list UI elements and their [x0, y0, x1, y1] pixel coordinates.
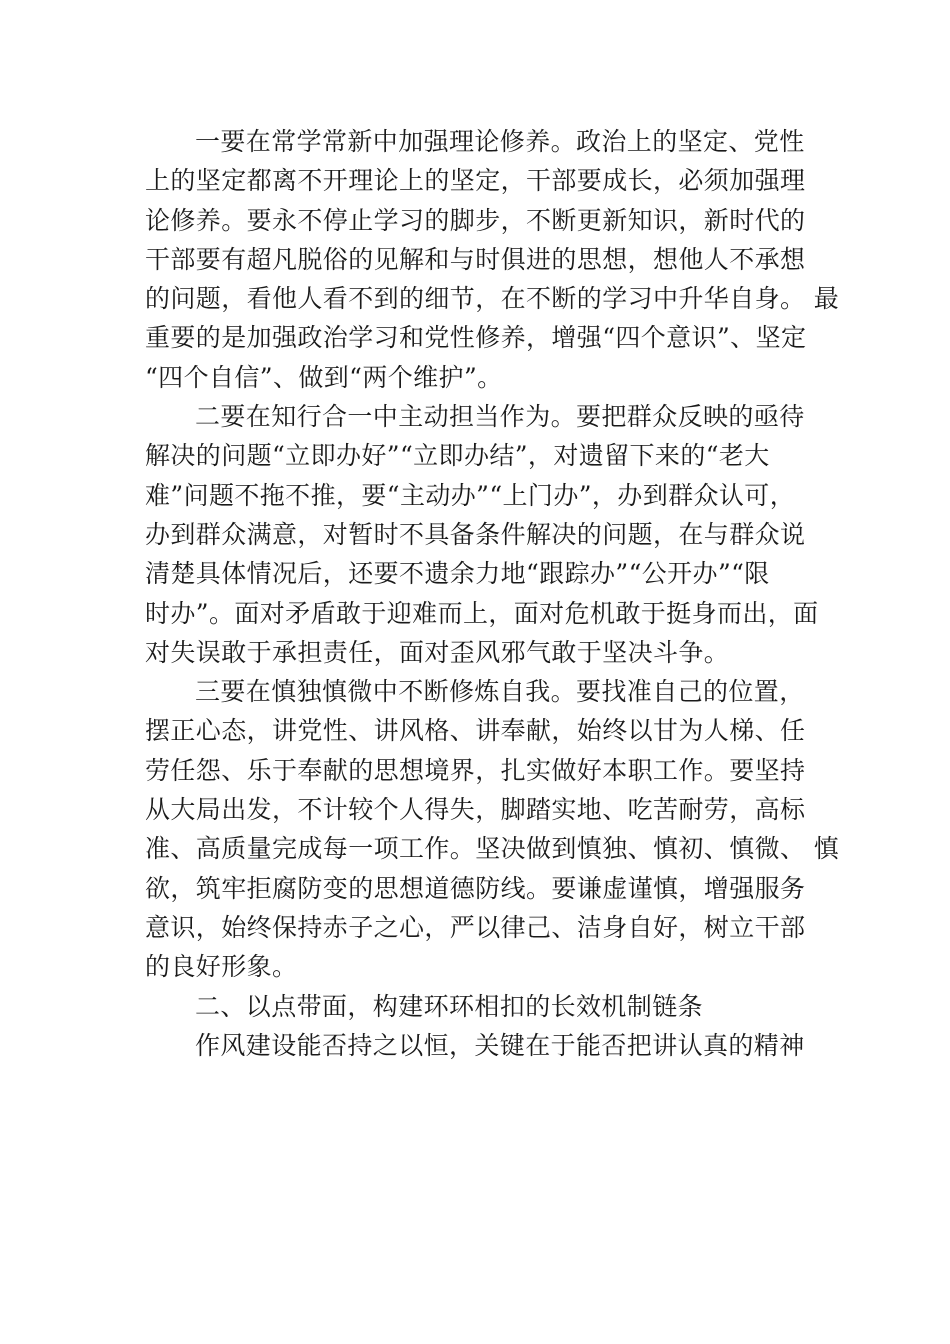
- paragraph-3-line-1: 三要在慎独慎微中不断修炼自我。要找准自己的位置，: [195, 677, 805, 707]
- paragraph-2-line-1: 二要在知行合一中主动担当作为。要把群众反映的亟待: [195, 402, 805, 432]
- paragraph-3-line-3: 劳任怨、乐于奉献的思想境界，扎实做好本职工作。要坚持: [145, 755, 806, 785]
- paragraph-4-line-1: 作风建设能否持之以恒，关键在于能否把讲认真的精神: [195, 1030, 805, 1060]
- paragraph-2-line-2: 解决的问题“立即办好”“立即办结”，对遗留下来的“老大: [145, 441, 770, 471]
- paragraph-2-line-5: 清楚具体情况后，还要不遗余力地“跟踪办”“公开办”“限: [145, 559, 770, 589]
- paragraph-3-line-2: 摆正心态，讲党性、讲风格、讲奉献，始终以甘为人梯、任: [145, 716, 806, 746]
- paragraph-1-line-1: 一要在常学常新中加强理论修养。政治上的坚定、党性: [195, 127, 805, 156]
- paragraph-1-line-7: “四个自信”、做到“两个维护”。: [145, 362, 503, 392]
- paragraph-2-line-4: 办到群众满意，对暂时不具备条件解决的问题，在与群众说: [145, 519, 806, 549]
- paragraph-3-line-5: 准、高质量完成每一项工作。坚决做到慎独、慎初、慎微、 慎: [145, 834, 840, 864]
- paragraph-2-line-7: 对失误敢于承担责任，面对歪风邪气敢于坚决斗争。: [145, 637, 730, 667]
- paragraph-3-line-8: 的良好形象。: [145, 952, 298, 982]
- paragraph-3-line-6: 欲，筑牢拒腐防变的思想道德防线。要谦虚谨慎，增强服务: [145, 873, 806, 903]
- paragraph-3-line-4: 从大局出发，不计较个人得失，脚踏实地、吃苦耐劳，高标: [145, 795, 806, 825]
- paragraph-1-line-4: 干部要有超凡脱俗的见解和与时俱进的思想，想他人不承想: [145, 244, 806, 274]
- paragraph-2-line-3: 难”问题不拖不推，要“主动办”“上门办”，办到群众认可，: [145, 480, 796, 510]
- section-heading: 二、以点带面，构建环环相扣的长效机制链条: [195, 991, 704, 1021]
- paragraph-1-line-5: 的问题，看他人看不到的细节，在不断的学习中升华自身。 最: [145, 284, 840, 314]
- paragraph-1-line-3: 论修养。要永不停止学习的脚步，不断更新知识，新时代的: [145, 205, 806, 235]
- paragraph-3-line-7: 意识，始终保持赤子之心，严以律己、洁身自好，树立干部: [145, 912, 806, 942]
- paragraph-1-line-6: 重要的是加强政治学习和党性修养，增强“四个意识”、坚定: [145, 323, 807, 353]
- paragraph-2-line-6: 时办”。面对矛盾敢于迎难而上，面对危机敢于挺身而出，面: [145, 598, 819, 628]
- body-text: [145, 122, 840, 1065]
- paragraph-1-line-2: 上的坚定都离不开理论上的坚定，干部要成长，必须加强理: [145, 166, 806, 196]
